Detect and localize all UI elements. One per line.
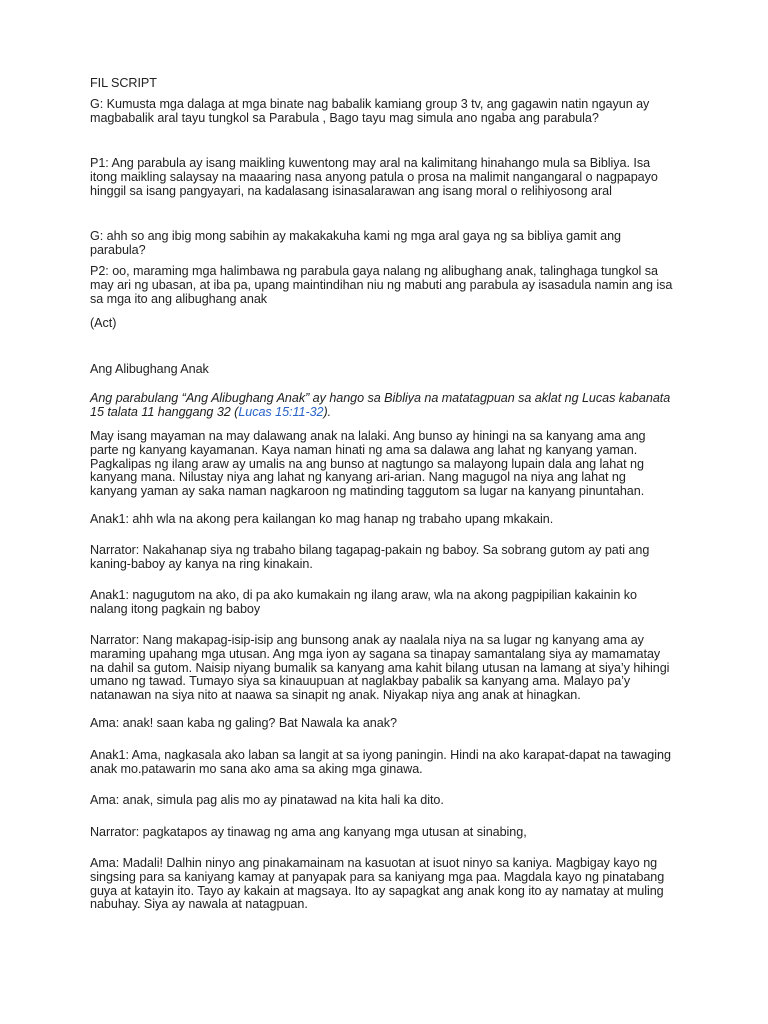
text-line: May isang mayaman na may dalawang anak na lalaki. Ang bunso ay hiningi na sa kanyang ama ang (90, 429, 646, 443)
text-line: kaning-baboy ay kanya na ring kinakain. (90, 556, 313, 571)
dialogue-anak1-second (90, 589, 690, 617)
text-line: Narrator: Nakahanap siya ng trabaho bilang tagapag-pakain ng baboy. Sa sobrang gutom ay pati ang (90, 543, 650, 557)
scripture-reference-link[interactable]: Lucas 15:11-32 (238, 404, 324, 419)
text-line: umano ng tawad. Tumayo siya sa kinauupuan at naglakbay pabalik sa kanyang ama. Malayo pa’y (90, 674, 631, 689)
text-line: Pagkalipas ng ilang araw ay umalis na ang bunso at nagtungo sa malayong lupain dala ang lahat ng (90, 456, 644, 471)
text-line: kanyang mana. Nilustay niya ang lahat ng kanyang ari-arian. Nang magugol na niya ang lahat ng (90, 470, 626, 485)
text-line: sa mga ito ang alibughang anak (90, 291, 268, 306)
text-line: nalang itong pagkain ng baboy (90, 601, 261, 616)
dialogue-anak1-first (90, 513, 690, 527)
dialogue-anak1-third (90, 749, 690, 777)
document-title: FIL SCRIPT (90, 76, 157, 90)
text-line: parte ng kanyang kayamanan. Kaya naman hinati ng ama sa dalawa ang lahat ng kanyang yaman. (90, 442, 638, 457)
story-intro (90, 392, 690, 420)
text-line: anak mo.patawarin mo sana ako ama sa aking mga ginawa. (90, 761, 423, 776)
text-line: kanyang yaman ay saka naman nagkaroon ng matinding taggutom sa lugar na kanyang pinuntahan. (90, 484, 645, 499)
text-line: G: Kumusta mga dalaga at mga binate nag babalik kamiang group 3 tv, ang gagawin natin ngayun ay (90, 97, 650, 111)
text-line: magbabalik aral tayu tungkol sa Parabula , Bago tayu mag simula ano ngaba ang parabula? (90, 110, 599, 125)
text-line: maraming upahang mga utusan. Ang mga iyon ay sagana sa tinapay samantalang siya ay mamamatay (90, 646, 661, 661)
dialogue-p1 (90, 157, 690, 198)
dialogue-ama-second (90, 794, 690, 808)
text-line: Ama: anak, simula pag alis mo ay pinatawad na kita hali ka dito. (90, 793, 444, 807)
text-line: natanawan na siya nito at naawa sa sinapit ng anak. Niyakap niya ang anak at hinagkan. (90, 688, 581, 703)
text-line: Narrator: pagkatapos ay tinawag ng ama ang kanyang mga utusan at sinabing, (90, 825, 527, 839)
text-line: itong maikling salaysay na maaaring nasa anyong patula o prosa na malimit nangangaral o nagpapayo (90, 169, 658, 184)
text-line: Anak1: Ama, nagkasala ako laban sa langit at sa iyong paningin. Hindi na ako karapat-dapat na tawaging (90, 748, 671, 762)
text-line: G: ahh so ang ibig mong sabihin ay makakakuha kami ng mga aral gaya ng sa bibliya gamit ang (90, 229, 621, 243)
dialogue-ama-third (90, 857, 690, 912)
text-line: singsing para sa kaniyang kamay at panyapak para sa kaniyang mga paa. Magdala kayo ng pinatabang (90, 869, 665, 884)
dialogue-narrator-second (90, 634, 690, 703)
dialogue-g-opening (90, 98, 690, 126)
text-line: may ari ng ubasan, at iba pa, upang maintindihan niu ng mabuti ang parabula ay isasadula namin ang isa (90, 277, 673, 292)
text-line: Ama: Madali! Dalhin ninyo ang pinakamainam na kasuotan at isuot ninyo sa kaniya. Magbigay kayo ng (90, 856, 658, 870)
text-line: nabuhay. Siya ay nawala at natagpuan. (90, 897, 308, 912)
text-line: Narrator: Nang makapag-isip-isip ang bunsong anak ay naalala niya na sa lugar ng kanyang ama ay (90, 633, 644, 647)
text-line: Anak1: nagugutom na ako, di pa ako kumakain ng ilang araw, wla na akong pagpipilian kakainin ko (90, 588, 637, 602)
dialogue-narrator-first (90, 544, 690, 572)
text-line: P2: oo, maraming mga halimbawa ng parabula gaya nalang ng alibughang anak, talinghaga tungkol sa (90, 264, 658, 278)
text-line: P1: Ang parabula ay isang maikling kuwentong may aral na kalimitang hinahango mula sa Bibliya. Isa (90, 156, 651, 170)
text-line: parabula? (90, 242, 146, 257)
dialogue-g-question (90, 230, 690, 258)
text-line: Anak1: ahh wla na akong pera kailangan ko mag hanap ng trabaho upang mkakain. (90, 512, 554, 526)
text-line: na dahil sa gutom. Naisip niyang bumalik sa kanyang ama kahit bilang utusan na lamang at siya’y hihingi (90, 660, 670, 675)
text-line: Ama: anak! saan kaba ng galing? Bat Nawala ka anak? (90, 716, 397, 730)
text-line: guya at katayin ito. Tayo ay kakain at magsaya. Ito ay sapagkat ang anak kong ito ay namatay at muling (90, 883, 664, 898)
text-line: Ang parabulang “Ang Alibughang Anak” ay hango sa Bibliya na matatagpuan sa aklat ng Lucas kabanata (90, 391, 671, 405)
story-paragraph (90, 430, 690, 499)
dialogue-p2 (90, 265, 690, 306)
story-title: Ang Alibughang Anak (90, 362, 209, 376)
text-line: hinggil sa isang pangyayari, na kadalasang isinasalarawan ang isang moral o relihiyosong aral (90, 183, 612, 198)
act-marker: (Act) (90, 316, 117, 330)
text-line: 15 talata 11 hanggang 32 (Lucas 15:11-32). (90, 404, 332, 419)
dialogue-narrator-third (90, 826, 690, 840)
dialogue-ama-first (90, 717, 690, 731)
